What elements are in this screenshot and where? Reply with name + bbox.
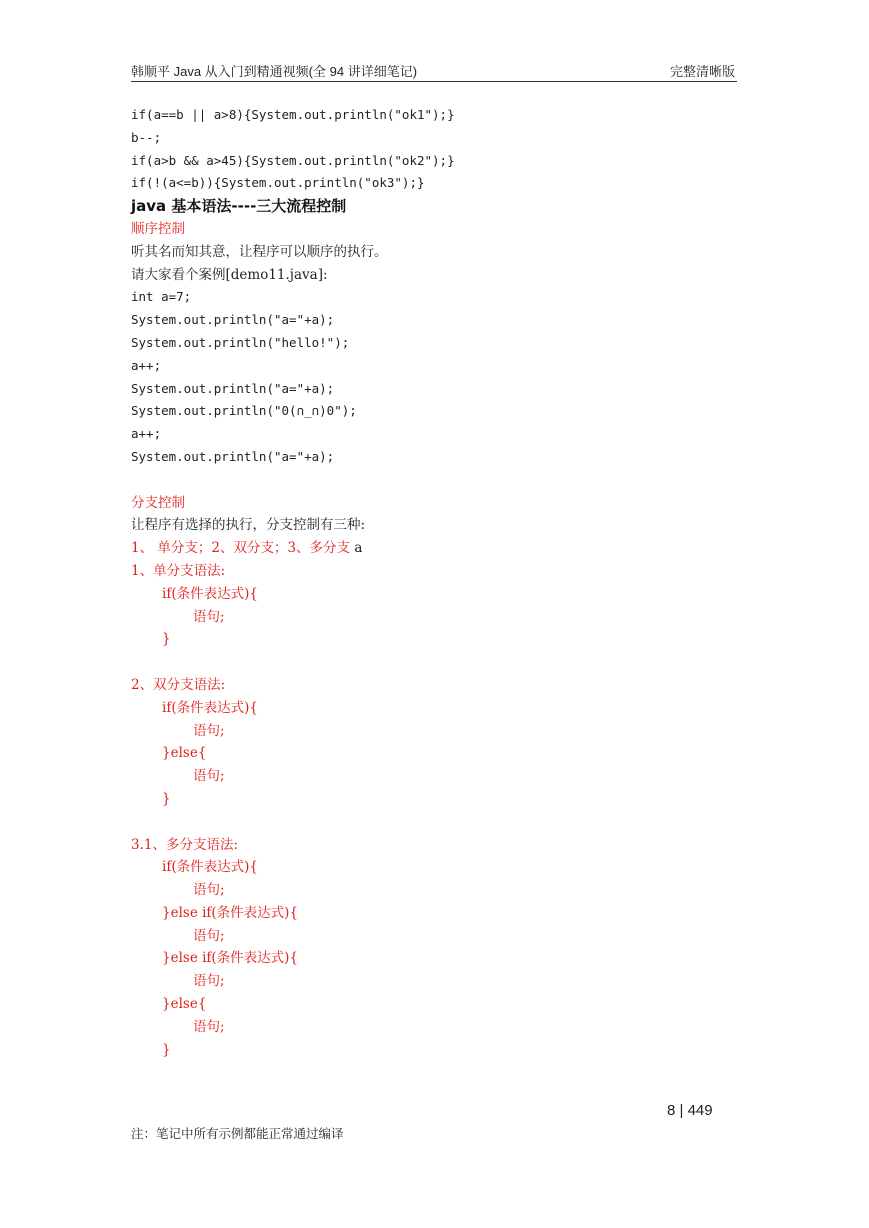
syntax-line: if(条件表达式){ — [162, 699, 258, 716]
syntax-line: }else if(条件表达式){ — [162, 950, 299, 967]
header-edition: 完整清晰版 — [669, 64, 735, 79]
spacer — [131, 651, 737, 674]
code-line: a++; — [131, 357, 162, 373]
syntax-line: } — [162, 1041, 171, 1058]
syntax-line: 语句; — [193, 973, 225, 990]
footer-note: 注：笔记中所有示例都能正常通过编译 — [131, 1126, 344, 1141]
document-body — [131, 104, 737, 1061]
syntax-line: if(条件表达式){ — [162, 859, 258, 876]
sequence-title: 顺序控制 — [131, 220, 185, 237]
code-line: if(!(a<=b)){System.out.println("ok3");} — [131, 175, 425, 191]
code-line: System.out.println("hello!"); — [131, 334, 350, 350]
syntax-line: 语句; — [193, 882, 225, 899]
branch-kinds — [131, 537, 737, 560]
code-line: System.out.println("0(∩_∩)0"); — [131, 403, 357, 419]
section-heading: java 基本语法----三大流程控制 — [131, 197, 347, 216]
syntax-line: } — [162, 790, 171, 807]
branch-desc: 让程序有选择的执行，分支控制有三种: — [131, 517, 366, 534]
syntax-line: 语句; — [193, 1018, 225, 1035]
spacer — [131, 469, 737, 492]
double-branch-title: 2、双分支语法: — [131, 676, 226, 693]
branch-kinds-list: 1、 单分支；2、双分支；3、多分支 — [131, 540, 351, 557]
syntax-line: 语句; — [193, 927, 225, 944]
page-number: 8 | 449 — [667, 1102, 713, 1119]
syntax-line: 语句; — [193, 722, 225, 739]
syntax-line: 语句; — [193, 608, 225, 625]
sequence-desc: 听其名而知其意，让程序可以顺序的执行。 — [131, 243, 388, 260]
syntax-line: 语句; — [193, 768, 225, 785]
syntax-line: }else{ — [162, 745, 207, 762]
code-line: if(a>b && a>45){System.out.println("ok2");} — [131, 152, 455, 168]
syntax-line: }else if(条件表达式){ — [162, 904, 299, 921]
syntax-line: } — [162, 631, 171, 648]
multi-branch-title: 3.1、多分支语法: — [131, 836, 239, 853]
code-line: System.out.println("a="+a); — [131, 312, 335, 328]
syntax-line: if(条件表达式){ — [162, 585, 258, 602]
header-title: 韩顺平 Java 从入门到精通视频(全 94 讲详细笔记) — [131, 64, 418, 79]
branch-title: 分支控制 — [131, 494, 185, 511]
single-branch-title: 1、单分支语法: — [131, 562, 226, 579]
spacer — [131, 811, 737, 834]
code-line: System.out.println("a="+a); — [131, 448, 335, 464]
code-line: int a=7; — [131, 289, 192, 305]
code-line: if(a==b || a>8){System.out.println("ok1");} — [131, 107, 455, 122]
branch-kinds-suffix: a — [350, 540, 363, 557]
syntax-line: }else{ — [162, 996, 207, 1013]
sequence-example-intro: 请大家看个案例[demo11.java]: — [131, 266, 328, 283]
code-line: System.out.println("a="+a); — [131, 380, 335, 396]
code-line: a++; — [131, 426, 162, 442]
header-rule — [131, 81, 737, 82]
code-line: b--; — [131, 129, 162, 145]
